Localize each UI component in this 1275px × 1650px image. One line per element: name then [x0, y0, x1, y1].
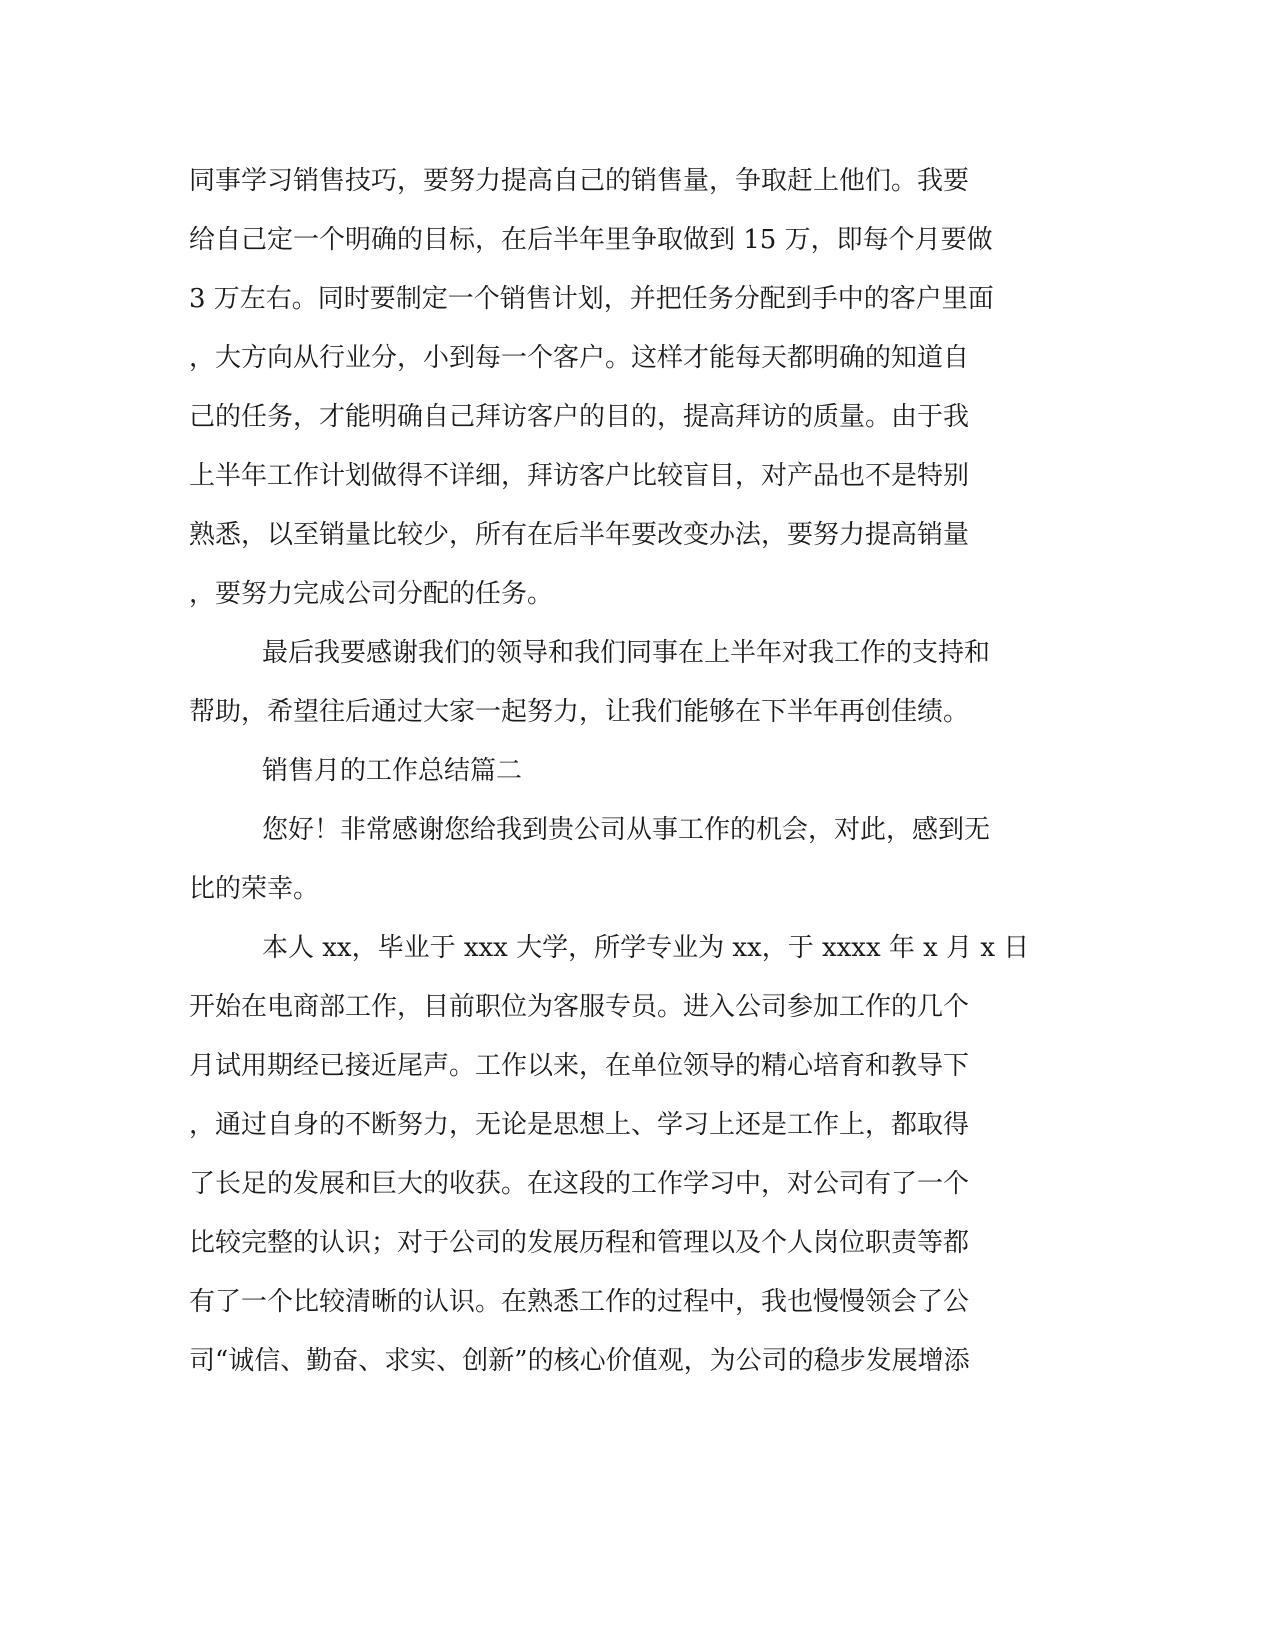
text-line: 月试用期经已接近尾声。工作以来，在单位领导的精心培育和教导下	[189, 1051, 970, 1081]
text-line: 帮助，希望往后通过大家一起努力，让我们能够在下半年再创佳绩。	[189, 697, 970, 727]
text-line: ，要努力完成公司分配的任务。	[189, 579, 554, 609]
paragraph-first-line: 本人 xx，毕业于 xxx 大学，所学专业为 xx，于 xxxx 年 x 月 x 日	[262, 933, 1030, 963]
text-line: 3 万左右。同时要制定一个销售计划，并把任务分配到手中的客户里面	[189, 284, 994, 314]
section-heading: 销售月的工作总结篇二	[262, 756, 523, 786]
text-line: 了长足的发展和巨大的收获。在这段的工作学习中，对公司有了一个	[189, 1169, 970, 1199]
text-line: ，大方向从行业分，小到每一个客户。这样才能每天都明确的知道自	[189, 343, 970, 373]
text-line: 比的荣幸。	[189, 874, 320, 904]
text-line: 司“诚信、勤奋、求实、创新”的核心价值观，为公司的稳步发展增添	[189, 1346, 970, 1376]
text-line: 同事学习销售技巧，要努力提高自己的销售量，争取赶上他们。我要	[189, 166, 970, 196]
text-line: 有了一个比较清晰的认识。在熟悉工作的过程中，我也慢慢领会了公	[189, 1287, 970, 1317]
text-line: 上半年工作计划做得不详细，拜访客户比较盲目，对产品也不是特别	[189, 461, 970, 491]
text-line: 比较完整的认识；对于公司的发展历程和管理以及个人岗位职责等都	[189, 1228, 970, 1258]
text-line: ，通过自身的不断努力，无论是思想上、学习上还是工作上，都取得	[189, 1110, 970, 1140]
text-line: 给自己定一个明确的目标，在后半年里争取做到 15 万，即每个月要做	[189, 225, 993, 255]
paragraph-first-line: 您好！非常感谢您给我到贵公司从事工作的机会，对此，感到无	[262, 815, 991, 845]
text-line: 己的任务，才能明确自己拜访客户的目的，提高拜访的质量。由于我	[189, 402, 970, 432]
text-line: 熟悉，以至销量比较少，所有在后半年要改变办法，要努力提高销量	[189, 520, 970, 550]
text-line: 开始在电商部工作，目前职位为客服专员。进入公司参加工作的几个	[189, 992, 970, 1022]
paragraph-first-line: 最后我要感谢我们的领导和我们同事在上半年对我工作的支持和	[262, 638, 991, 668]
